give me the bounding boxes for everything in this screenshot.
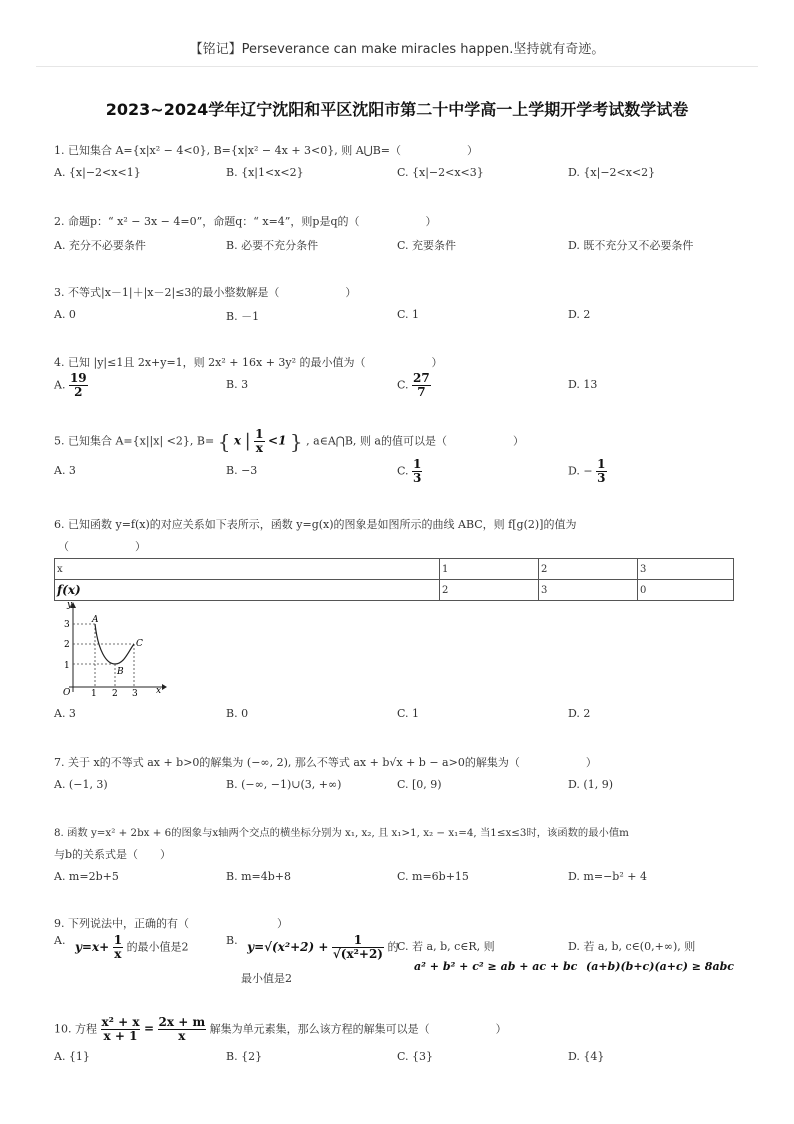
question-1-option-c[interactable]: C. {x|−2<x<3}: [397, 166, 484, 179]
function-table: [54, 558, 734, 601]
question-5-option-b[interactable]: B. −3: [226, 464, 258, 477]
question-10-option-a[interactable]: A. {1}: [54, 1050, 90, 1063]
table-cell: 2: [440, 580, 539, 601]
table-row: [55, 559, 734, 580]
table-cell: 3: [638, 559, 734, 580]
function-graph: [54, 600, 174, 696]
table-cell: 0: [638, 580, 734, 601]
table-cell: 3: [539, 580, 638, 601]
point-c-label: C: [136, 639, 143, 649]
question-3-option-a[interactable]: A. 0: [54, 308, 76, 321]
question-1-option-a[interactable]: A. {x|−2<x<1}: [54, 166, 141, 179]
motto-header: 【铭记】Perseverance can make miracles happen.坚持就有奇迹。: [189, 42, 605, 57]
question-6-stem-blank: （ ）: [58, 540, 146, 553]
numerator: 2x + m: [158, 1015, 206, 1029]
option-text: 的最小值是2: [126, 940, 189, 954]
question-3-stem: 3. 不等式|x－1|＋|x－2|≤3的最小整数解是（ ）: [54, 286, 357, 299]
question-7-option-a[interactable]: A. (−1, 3): [54, 778, 108, 791]
question-2-stem: 2. 命题p：“ x² − 3x − 4=0”，命题q：“ x=4”，则p是q的（ ）: [54, 215, 437, 228]
table-cell: 1: [440, 559, 539, 580]
numerator: 19: [69, 371, 87, 385]
option-letter: A.: [54, 934, 66, 947]
fraction: [158, 1016, 207, 1043]
question-6-stem: 6. 已知函数 y=f(x)的对应关系如下表所示，函数 y=g(x)的图象是如图所示的曲线 ABC，则 f[g(2)]的值为: [54, 518, 577, 531]
denominator: 3: [597, 471, 606, 485]
stem-part: 解集为单元素集，那么该方程的解集可以是（ ）: [209, 1022, 507, 1036]
option-text: 的: [387, 940, 399, 954]
y-tick-3: 3: [64, 620, 70, 630]
question-4-option-c[interactable]: [397, 372, 431, 399]
question-5-stem: [54, 428, 524, 455]
question-9-option-b[interactable]: [226, 934, 398, 961]
question-7-option-b[interactable]: B. (−∞, −1)∪(3, +∞): [226, 778, 342, 791]
origin-label: O: [63, 688, 71, 696]
numerator: 1: [597, 457, 606, 471]
question-8-stem-continued: 与b的关系式是（ ）: [54, 848, 172, 861]
question-7-option-c[interactable]: C. [0, 9): [397, 778, 442, 791]
table-cell: x: [55, 559, 440, 580]
question-3-option-b[interactable]: B. －1: [226, 310, 260, 323]
option-letter: C.: [397, 378, 409, 392]
stem-part: <1: [268, 433, 287, 448]
question-7-stem: 7. 关于 x的不等式 ax + b>0的解集为 (−∞, 2), 那么不等式 ax + b√x + b − a>0的解集为（ ）: [54, 756, 597, 769]
question-6-option-c[interactable]: C. 1: [397, 707, 420, 720]
equals-sign: =: [143, 1021, 155, 1036]
y-tick-1: 1: [64, 661, 70, 671]
denominator: x + 1: [103, 1029, 138, 1043]
x-tick-2: 2: [112, 689, 118, 696]
header-divider: [36, 66, 758, 67]
denominator: 3: [413, 471, 422, 485]
fraction: [69, 372, 88, 399]
table-cell: f(x): [55, 580, 440, 601]
question-8-option-d[interactable]: D. m=−b² + 4: [568, 870, 647, 883]
question-1-stem: 1. 已知集合 A={x|x² − 4<0}, B={x|x² − 4x + 3<0}, 则 A⋃B=（ ）: [54, 144, 478, 157]
question-10-option-b[interactable]: B. {2}: [226, 1050, 263, 1063]
table-cell: 2: [539, 559, 638, 580]
question-9-option-c[interactable]: C. 若 a, b, c∈R, 则: [397, 940, 495, 953]
question-10-option-c[interactable]: C. {3}: [397, 1050, 434, 1063]
question-1-option-d[interactable]: D. {x|−2<x<2}: [568, 166, 656, 179]
question-8-option-b[interactable]: B. m=4b+8: [226, 870, 291, 883]
fraction: [412, 458, 422, 485]
option-letter: A.: [54, 378, 66, 392]
x-tick-3: 3: [132, 689, 138, 696]
question-10-stem: [54, 1016, 507, 1043]
question-3-option-d[interactable]: D. 2: [568, 308, 591, 321]
question-4-stem: 4. 已知 |y|≤1且 2x+y=1，则 2x² + 16x + 3y² 的最小值为（ ）: [54, 356, 443, 369]
question-5-option-d[interactable]: [568, 458, 607, 485]
question-9-option-d[interactable]: D. 若 a, b, c∈(0,+∞), 则: [568, 940, 696, 953]
option-math: y=x+: [74, 939, 110, 954]
y-tick-2: 2: [64, 640, 70, 650]
stem-part: 5. 已知集合 A={x||x| <2}, B=: [54, 434, 215, 448]
option-math: y=√(x²+2) +: [247, 939, 329, 954]
divider-bar: |: [244, 430, 251, 452]
fraction: [332, 934, 384, 961]
fraction: [113, 934, 123, 961]
question-5-option-a[interactable]: A. 3: [54, 464, 76, 477]
numerator: 1: [332, 934, 384, 948]
denominator: √(x²+2): [332, 947, 383, 961]
question-2-option-b[interactable]: B. 必要不充分条件: [226, 239, 319, 252]
table-row: [55, 580, 734, 601]
question-9-stem: 9. 下列说法中，正确的有（ ）: [54, 917, 288, 930]
question-5-option-c[interactable]: [397, 458, 422, 485]
page-title: 2023~2024学年辽宁沈阳和平区沈阳市第二十中学高一上学期开学考试数学试卷: [105, 100, 689, 119]
numerator: x² + x: [101, 1015, 140, 1029]
numerator: 1: [113, 933, 123, 947]
question-4-option-b[interactable]: B. 3: [226, 378, 249, 391]
question-10-option-d[interactable]: D. {4}: [568, 1050, 605, 1063]
denominator: 7: [417, 385, 426, 399]
denominator: x: [114, 947, 122, 961]
question-4-option-a[interactable]: [54, 372, 88, 399]
stem-part: 10. 方程: [54, 1022, 97, 1036]
option-letter: C.: [397, 464, 409, 478]
question-9-option-c-line2: a² + b² + c² ≥ ab + ac + bc: [414, 960, 578, 973]
point-a-label: A: [92, 615, 99, 625]
stem-part: , a∈A⋂B, 则 a的值可以是（ ）: [306, 434, 524, 448]
question-2-option-d[interactable]: D. 既不充分又不必要条件: [568, 239, 694, 252]
brace-open: {: [217, 429, 231, 454]
question-7-option-d[interactable]: D. (1, 9): [568, 778, 613, 791]
denominator: x: [255, 441, 263, 455]
x-tick-1: 1: [91, 689, 97, 696]
fraction: [254, 428, 264, 455]
fraction: [101, 1016, 141, 1043]
fraction: [412, 372, 431, 399]
question-8-option-a[interactable]: A. m=2b+5: [54, 870, 119, 883]
question-6-option-b[interactable]: B. 0: [226, 707, 249, 720]
question-9-option-a[interactable]: [54, 934, 189, 961]
question-1-option-b[interactable]: B. {x|1<x<2}: [226, 166, 304, 179]
question-9-option-b-line2: 最小值是2: [241, 972, 292, 985]
question-8-stem: 8. 函数 y=x² + 2bx + 6的图象与x轴两个交点的横坐标分别为 x₁, x₂, 且 x₁>1, x₂ − x₁=4, 当1≤x≤3时，该函数的最小值m: [54, 827, 629, 839]
numerator: 1: [413, 457, 422, 471]
point-b-label: B: [117, 667, 124, 677]
question-2-option-a[interactable]: A. 充分不必要条件: [54, 239, 146, 252]
numerator: 27: [413, 371, 430, 385]
stem-var: x: [233, 433, 242, 448]
x-axis-arrow: [162, 684, 167, 690]
option-letter: B.: [226, 934, 238, 947]
fraction: [596, 458, 606, 485]
question-9-option-d-line2: (a+b)(b+c)(a+c) ≥ 8abc: [586, 960, 734, 973]
y-axis-label: y: [67, 600, 73, 610]
question-6-option-a[interactable]: A. 3: [54, 707, 76, 720]
x-axis-label: x: [156, 686, 162, 696]
question-6-option-d[interactable]: D. 2: [568, 707, 591, 720]
question-3-option-c[interactable]: C. 1: [397, 308, 420, 321]
option-letter: D. −: [568, 464, 593, 478]
question-2-option-c[interactable]: C. 充要条件: [397, 239, 457, 252]
question-8-option-c[interactable]: C. m=6b+15: [397, 870, 469, 883]
denominator: 2: [74, 385, 83, 399]
numerator: 1: [255, 427, 264, 441]
denominator: x: [178, 1029, 186, 1043]
brace-close: }: [289, 429, 303, 454]
question-4-option-d[interactable]: D. 13: [568, 378, 598, 391]
